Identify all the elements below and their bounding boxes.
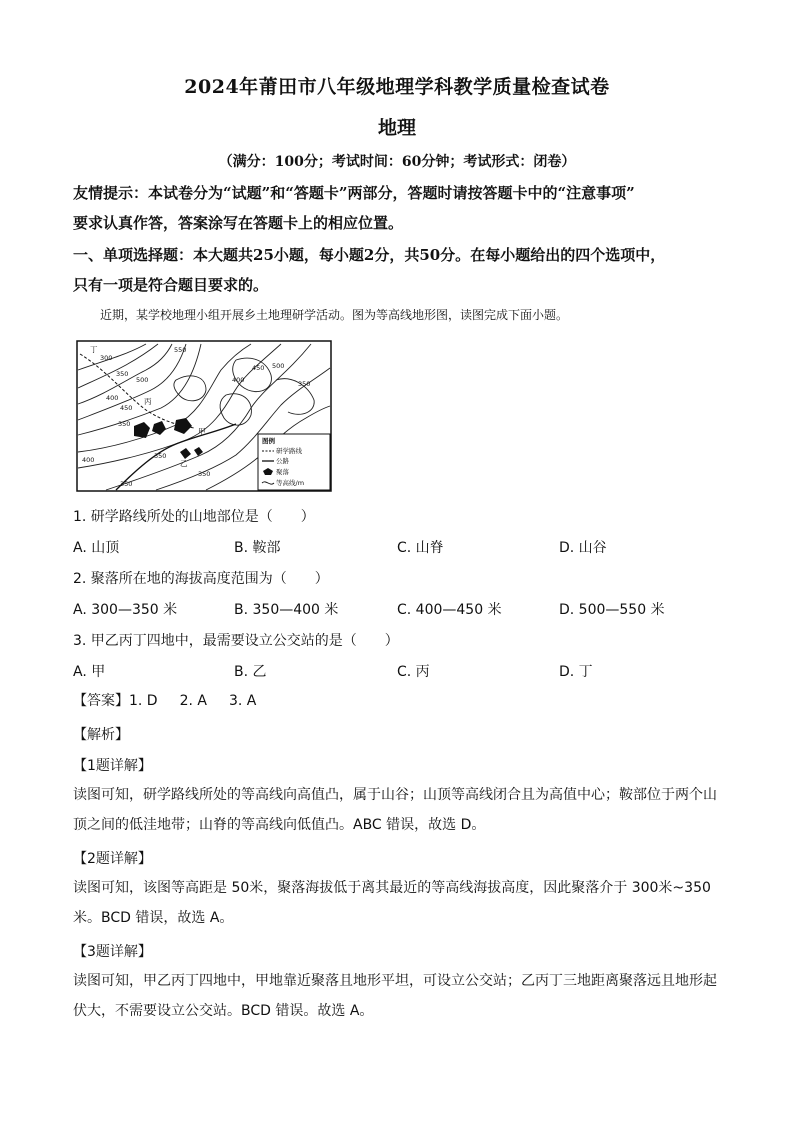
answer-line bbox=[73, 690, 278, 710]
question-2-option-d: D. 500—550 米 bbox=[559, 602, 665, 618]
map-label-yi: 乙 bbox=[180, 459, 188, 468]
legend-title: 图例 bbox=[262, 437, 275, 445]
q2-explanation-line-2: 米。BCD 错误，故选 A。 bbox=[73, 910, 234, 926]
contour-label: 400 bbox=[106, 394, 119, 402]
legend-contour: 等高线/m bbox=[276, 479, 305, 487]
answer-item: 1. D bbox=[129, 693, 158, 709]
question-1-option-c: C. 山脊 bbox=[397, 540, 444, 556]
section-line-2: 只有一项是符合题目要求的。 bbox=[73, 276, 269, 294]
question-2-option-b: B. 350—400 米 bbox=[234, 602, 339, 618]
q1-explanation-line-2: 顶之间的低洼地带；山脊的等高线向低值凸。ABC 错误，故选 D。 bbox=[73, 817, 486, 833]
q3-detail-tag: 【3题详解】 bbox=[73, 944, 152, 960]
page-title: 2024年莆田市八年级地理学科教学质量检查试卷 bbox=[184, 76, 610, 98]
q2-detail-tag: 【2题详解】 bbox=[73, 851, 152, 867]
legend-route: 研学路线 bbox=[276, 447, 302, 455]
q3-explanation-line-1: 读图可知，甲乙丙丁四地中，甲地靠近聚落且地形平坦，可设立公交站；乙丙丁三地距离聚落远且地形起 bbox=[73, 973, 717, 989]
map-label-ding: 丁 bbox=[90, 345, 98, 354]
contour-label: 450 bbox=[252, 364, 265, 372]
question-1-option-a: A. 山顶 bbox=[73, 540, 120, 556]
q3-explanation-line-2: 伏大，不需要设立公交站。BCD 错误。故选 A。 bbox=[73, 1003, 374, 1019]
answer-item: 3. A bbox=[228, 693, 257, 709]
q1-detail-tag: 【1题详解】 bbox=[73, 758, 152, 774]
exam-info: （满分：100分；考试时间：60分钟；考试形式：闭卷） bbox=[218, 154, 576, 170]
q3-explanation bbox=[73, 966, 723, 1026]
q2-explanation-line-1: 读图可知，该图等高距是 50米，聚落海拔低于离其最近的等高线海拔高度，因此聚落介于 300米~350 bbox=[73, 880, 711, 896]
question-3-option-b: B. 乙 bbox=[234, 664, 267, 680]
map-label-bing: 丙 bbox=[144, 397, 152, 406]
contour-label: 350 bbox=[298, 380, 311, 388]
map-label-jia: 甲 bbox=[198, 427, 206, 436]
notice-line-2: 要求认真作答，答案涂写在答题卡上的相应位置。 bbox=[73, 214, 404, 232]
contour-label: 500 bbox=[136, 376, 149, 384]
question-3-option-d: D. 丁 bbox=[559, 664, 593, 680]
section-line-1: 一、单项选择题：本大题共25小题，每小题2分，共50分。在每小题给出的四个选项中， bbox=[73, 246, 666, 264]
answer-label: 【答案】 bbox=[73, 693, 129, 709]
question-3-option-a: A. 甲 bbox=[73, 664, 106, 680]
analysis-label: 【解析】 bbox=[73, 727, 129, 743]
contour-label: 450 bbox=[120, 404, 133, 412]
contour-map bbox=[76, 340, 332, 492]
contour-label: 350 bbox=[198, 470, 211, 478]
q2-explanation bbox=[73, 873, 723, 933]
contour-label: 550 bbox=[174, 346, 187, 354]
contour-label: 500 bbox=[272, 362, 285, 370]
map-legend bbox=[258, 434, 330, 490]
notice bbox=[73, 178, 723, 238]
subject-title: 地理 bbox=[377, 117, 416, 139]
contour-label: 350 bbox=[120, 480, 133, 488]
contour-label: 400 bbox=[232, 376, 245, 384]
question-1-stem: 1. 研学路线所处的山地部位是（ ） bbox=[73, 509, 315, 525]
question-2-option-c: C. 400—450 米 bbox=[397, 602, 502, 618]
notice-line-1: 友情提示：本试卷分为“试题”和“答题卡”两部分，答题时请按答题卡中的“注意事项” bbox=[73, 184, 635, 202]
contour-label: 350 bbox=[116, 370, 129, 378]
q1-explanation bbox=[73, 780, 723, 840]
contour-label: 400 bbox=[82, 456, 95, 464]
question-1-option-d: D. 山谷 bbox=[559, 540, 607, 556]
question-intro: 近期，某学校地理小组开展乡土地理研学活动。图为等高线地形图，读图完成下面小题。 bbox=[100, 308, 569, 322]
question-3-option-c: C. 丙 bbox=[397, 664, 430, 680]
contour-label: 300 bbox=[100, 354, 113, 362]
contour-label: 350 bbox=[118, 420, 131, 428]
answer-item: 2. A bbox=[179, 693, 207, 709]
contour-label: 350 bbox=[154, 452, 167, 460]
question-1-option-b: B. 鞍部 bbox=[234, 540, 281, 556]
question-2-option-a: A. 300—350 米 bbox=[73, 602, 178, 618]
section-heading bbox=[73, 240, 723, 300]
q1-explanation-line-1: 读图可知，研学路线所处的等高线向高值凸，属于山谷；山顶等高线闭合且为高值中心；鞍部位于两个山 bbox=[73, 787, 717, 803]
legend-village: 聚落 bbox=[276, 468, 289, 476]
question-3-stem: 3. 甲乙丙丁四地中，最需要设立公交站的是（ ） bbox=[73, 633, 399, 649]
question-2-stem: 2. 聚落所在地的海拔高度范围为（ ） bbox=[73, 571, 329, 587]
legend-road: 公路 bbox=[276, 457, 289, 465]
